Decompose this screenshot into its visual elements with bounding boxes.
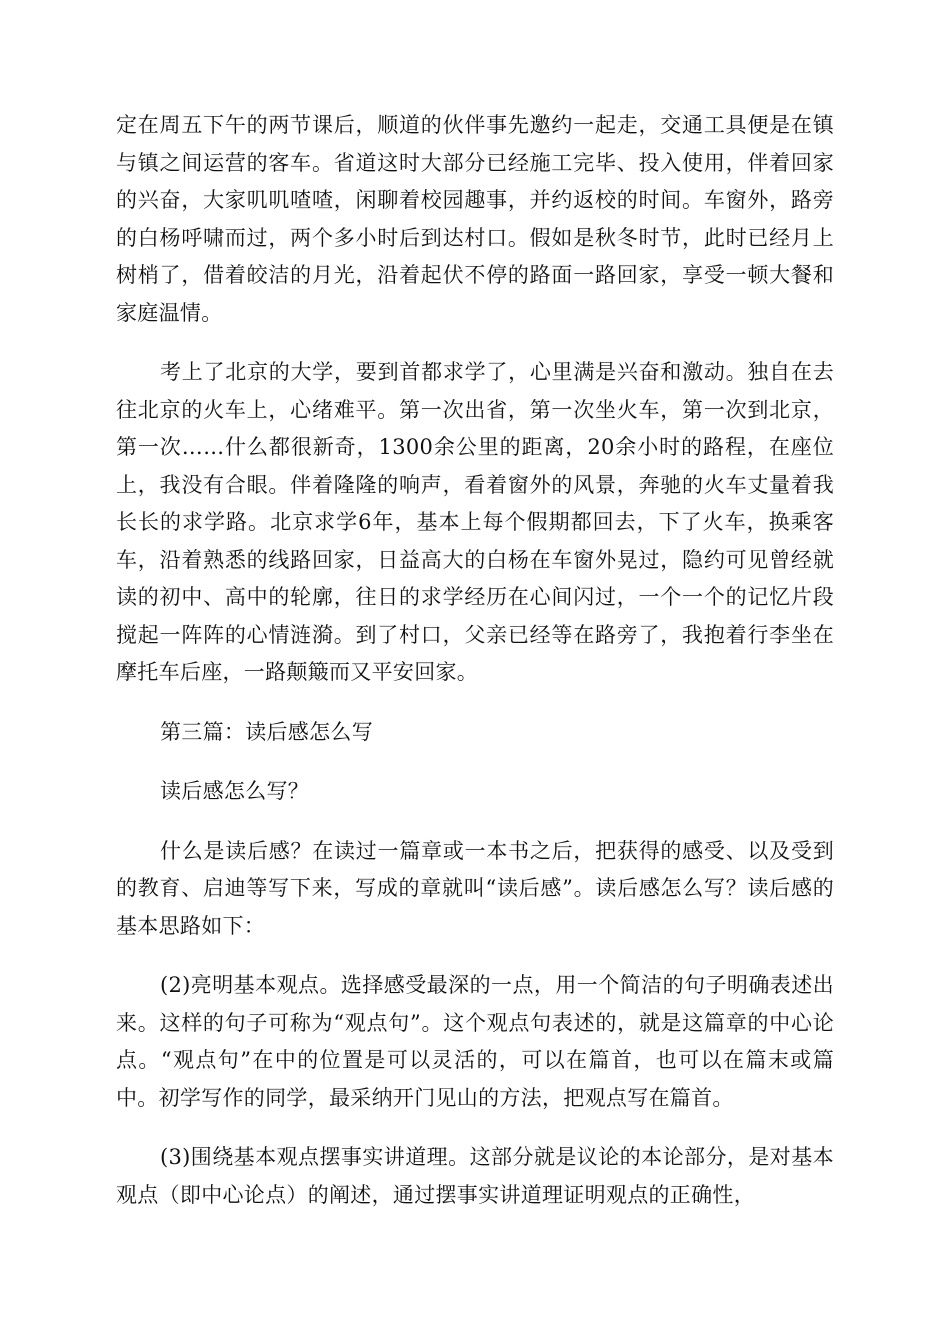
paragraph-1: 定在周五下午的两节课后，顺道的伙伴事先邀约一起走，交通工具便是在镇与镇之间运营的客车。省道这时大部分已经施工完毕、投入使用，伴着回家的兴奋，大家叽叽喳喳，闲聊着校园趣事，并约返校的时间。车窗外，路旁的白杨呼啸而过，两个多小时后到达村口。假如是秋冬时节，此时已经月上树梢了，借着皎洁的月光，沿着起伏不停的路面一路回家，享受一顿大餐和家庭温情。: [116, 113, 834, 325]
paragraph-5: (3)围绕基本观点摆事实讲道理。这部分就是议论的本论部分，是对基本观点（即中心论点）的阐述，通过摆事实讲道理证明观点的正确性，: [116, 1145, 834, 1207]
paragraph-2: 考上了北京的大学，要到首都求学了，心里满是兴奋和激动。独自在去往北京的火车上，心绪难平。第一次出省，第一次坐火车，第一次到北京，第一次……什么都很新奇，1300余公里的距离，20余小时的路程，在座位上，我没有合眼。伴着隆隆的响声，看着窗外的风景，奔驰的火车丈量着我长长的求学路。北京求学6年，基本上每个假期都回去，下了火车，换乘客车，沿着熟悉的线路回家，日益高大的白杨在车窗外晃过，隐约可见曾经就读的初中、高中的轮廓，往日的求学经历在心间闪过，一个一个的记忆片段搅起一阵阵的心情涟漪。到了村口，父亲已经等在路旁了，我抱着行李坐在摩托车后座，一路颠簸而又平安回家。: [116, 360, 834, 684]
paragraph-4: (2)亮明基本观点。选择感受最深的一点，用一个简洁的句子明确表述出来。这样的句子可称为“观点句”。这个观点句表述的，就是这篇章的中心论点。“观点句”在中的位置是可以灵活的，可以在篇首，也可以在篇末或篇中。初学写作的同学，最采纳开门见山的方法，把观点写在篇首。: [116, 973, 834, 1110]
section-heading: 第三篇：读后感怎么写: [160, 719, 373, 744]
paragraph-3: 什么是读后感？在读过一篇章或一本书之后，把获得的感受、以及受到的教育、启迪等写下来，写成的章就叫“读后感”。读后感怎么写？读后感的基本思路如下：: [116, 838, 834, 938]
document-page: [116, 107, 834, 1214]
subsection-heading: 读后感怎么写？: [160, 779, 310, 803]
